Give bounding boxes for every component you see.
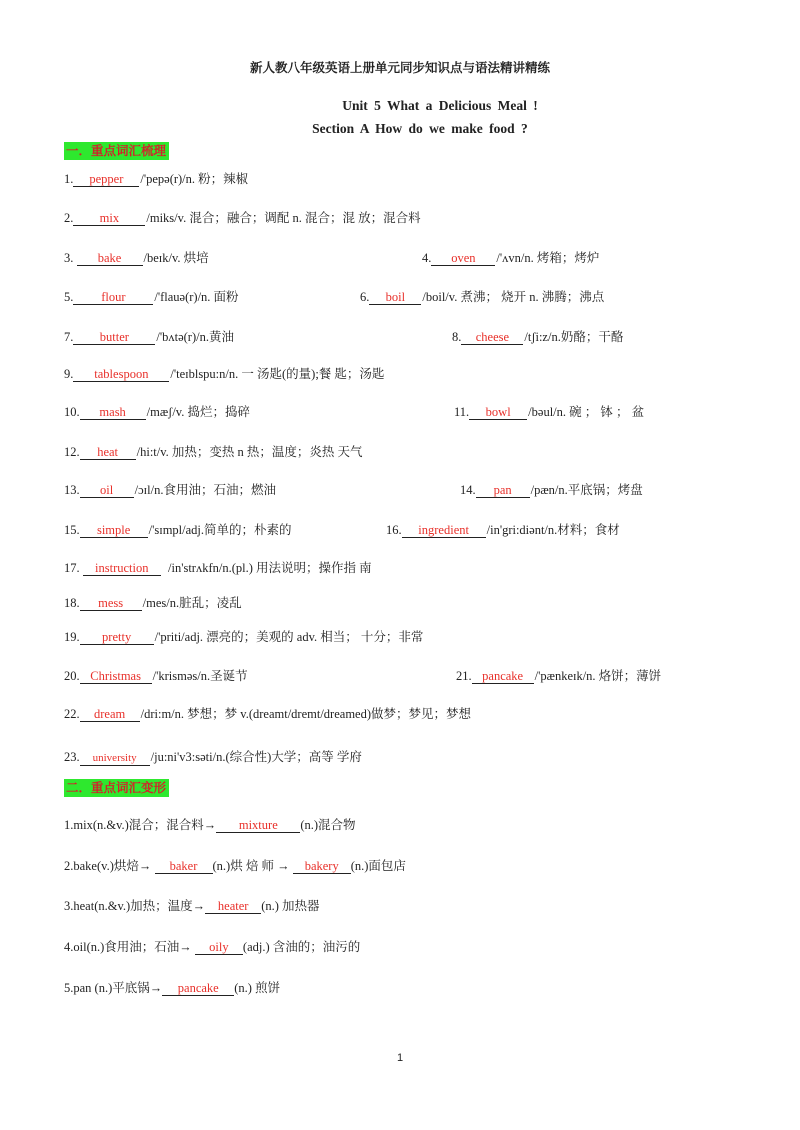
answer-blank: bake [77, 251, 143, 266]
answer-blank: heat [80, 445, 136, 460]
vocab-item [64, 594, 242, 612]
section-heading-word-forms: 二．重点词汇变形 [64, 779, 169, 797]
unit-title: Unit 5 What a Delicious Meal ! [342, 98, 538, 113]
item-definition: /boil/v. 煮沸； 烧开 n. 沸腾；沸点 [422, 290, 605, 304]
answer-blank: oil [80, 483, 134, 498]
item-prompt: 2.bake(v.)烘焙→ [64, 859, 155, 873]
item-suffix: (n.) 加热器 [261, 899, 320, 913]
item-definition: /in'strʌkfn/n.(pl.) 用法说明；操作指 南 [168, 561, 372, 575]
answer-blank: pancake [162, 981, 234, 996]
vocab-item [386, 521, 620, 539]
vocab-item [360, 288, 604, 306]
item-definition: /mes/n.脏乱；凌乱 [142, 596, 242, 610]
vocab-item [64, 443, 363, 461]
answer-blank: instruction [83, 561, 161, 576]
item-number: 16. [386, 523, 402, 537]
section-heading-vocabulary: 一．重点词汇梳理 [64, 142, 169, 160]
answer-blank: flour [73, 290, 153, 305]
item-number: 23. [64, 750, 80, 764]
answer-blank: pan [476, 483, 530, 498]
vocab-item [64, 209, 421, 227]
word-form-item [64, 979, 280, 997]
item-definition: /hi:t/v. 加热；变热 n 热；温度；炎热 天气 [136, 445, 363, 459]
item-number: 10. [64, 405, 80, 419]
answer-blank: mess [80, 596, 142, 611]
answer-blank: pretty [80, 630, 154, 645]
item-definition: /'sɪmpl/adj.简单的；朴素的 [148, 523, 292, 537]
vocab-item [452, 328, 623, 346]
answer-blank: mix [73, 211, 145, 226]
item-definition: /'priti/adj. 漂亮的；美观的 adv. 相当； 十分；非常 [154, 630, 424, 644]
section-title: Section A How do we make food ? [312, 121, 528, 136]
answer-blank: mixture [216, 818, 300, 833]
item-prompt: 5.pan (n.)平底锅→ [64, 981, 163, 995]
answer-blank: heater [205, 899, 261, 914]
item-number: 6. [360, 290, 370, 304]
answer-blank: baker [155, 859, 213, 874]
word-form-item [64, 897, 320, 915]
answer-blank: tablespoon [73, 367, 169, 382]
vocab-item [64, 521, 292, 539]
vocab-item [64, 748, 362, 766]
item-definition: /'bʌtə(r)/n.黄油 [156, 330, 234, 344]
item-definition: /in'gri:diənt/n.材料；食材 [486, 523, 620, 537]
item-number: 22. [64, 707, 80, 721]
item-number: 5. [64, 290, 74, 304]
vocab-item [64, 328, 234, 346]
item-number: 9. [64, 367, 74, 381]
item-prompt: 1.mix(n.&v.)混合；混合料→ [64, 818, 217, 832]
answer-blank: ingredient [402, 523, 486, 538]
item-number: 11. [454, 405, 470, 419]
item-definition: /'pepə(r)/n. 粉；辣椒 [140, 172, 249, 186]
item-suffix: (adj.) 含油的；油污的 [242, 940, 361, 954]
item-definition: /miks/v. 混合；融合；调配 n. 混合；混 放；混合料 [146, 211, 421, 225]
answer-blank: pancake [472, 669, 534, 684]
document-title: 新人教八年级英语上册单元同步知识点与语法精讲精练 [249, 60, 550, 75]
answer-blank: dream [80, 707, 140, 722]
item-number: 12. [64, 445, 80, 459]
item-number: 15. [64, 523, 80, 537]
vocab-item [64, 288, 239, 306]
answer-blank: bakery [293, 859, 351, 874]
item-number: 2. [64, 211, 74, 225]
item-prompt: 4.oil(n.)食用油；石油→ [64, 940, 195, 954]
item-number: 4. [422, 251, 432, 265]
item-number: 7. [64, 330, 74, 344]
answer-blank: university [80, 751, 150, 766]
item-suffix: (n.)面包店 [350, 859, 406, 873]
vocab-item [64, 403, 250, 421]
vocab-item [460, 481, 643, 499]
item-suffix: (n.) 煎饼 [234, 981, 281, 995]
item-number: 14. [460, 483, 476, 497]
vocab-item [456, 667, 661, 685]
item-definition: /dri:m/n. 梦想；梦 v.(dreamt/dremt/dreamed)做梦；梦见；梦想 [140, 707, 472, 721]
item-middle: (n.)烘 焙 师 → [212, 859, 293, 873]
answer-blank: simple [80, 523, 148, 538]
vocab-item [64, 249, 209, 267]
item-number: 3. [64, 251, 74, 265]
answer-blank: boil [369, 290, 421, 305]
item-definition: /'teɪblspu:n/n. 一 汤匙(的量);餐 匙；汤匙 [170, 367, 385, 381]
word-form-item [64, 857, 406, 875]
page-number: 1 [396, 1052, 404, 1064]
vocab-item [454, 403, 644, 421]
item-definition: /'ʌvn/n. 烤箱；烤炉 [496, 251, 600, 265]
item-number: 1. [64, 172, 74, 186]
item-definition: /ju:ni'v3:səti/n.(综合性)大学；高等 学府 [150, 750, 362, 764]
answer-blank: cheese [461, 330, 523, 345]
answer-blank: oily [195, 940, 243, 955]
item-number: 19. [64, 630, 80, 644]
item-prompt: 3.heat(n.&v.)加热；温度→ [64, 899, 206, 913]
vocab-item [64, 559, 372, 577]
item-definition: /'flauə(r)/n. 面粉 [154, 290, 239, 304]
vocab-item [64, 365, 384, 383]
item-definition: /ɔɪl/n.食用油；石油；燃油 [134, 483, 276, 497]
answer-blank: butter [73, 330, 155, 345]
vocab-item [64, 481, 276, 499]
item-number: 17. [64, 561, 80, 575]
answer-blank: mash [80, 405, 146, 420]
vocab-item [422, 249, 599, 267]
item-number: 21. [456, 669, 472, 683]
item-definition: /pæn/n.平底锅；烤盘 [530, 483, 643, 497]
item-suffix: (n.)混合物 [300, 818, 356, 832]
item-definition: /'krisməs/n.圣诞节 [152, 669, 248, 683]
vocab-item [64, 667, 248, 685]
answer-blank: Christmas [80, 669, 152, 684]
item-number: 18. [64, 596, 80, 610]
vocab-item [64, 628, 423, 646]
answer-blank: bowl [469, 405, 527, 420]
item-definition: /tʃi:z/n.奶酪；干酪 [524, 330, 624, 344]
item-definition: /beɪk/v. 烘培 [143, 251, 209, 265]
item-definition: /bəul/n. 碗 ； 钵 ； 盆 [528, 405, 645, 419]
vocab-item [64, 705, 471, 723]
item-definition: /'pænkeɪk/n. 烙饼；薄饼 [534, 669, 662, 683]
answer-blank: oven [431, 251, 495, 266]
item-number: 8. [452, 330, 462, 344]
item-definition: /mæʃ/v. 捣烂；捣碎 [146, 405, 250, 419]
answer-blank: pepper [73, 172, 139, 187]
item-number: 13. [64, 483, 80, 497]
vocab-item [64, 170, 248, 188]
word-form-item [64, 816, 356, 834]
word-form-item [64, 938, 360, 956]
item-number: 20. [64, 669, 80, 683]
